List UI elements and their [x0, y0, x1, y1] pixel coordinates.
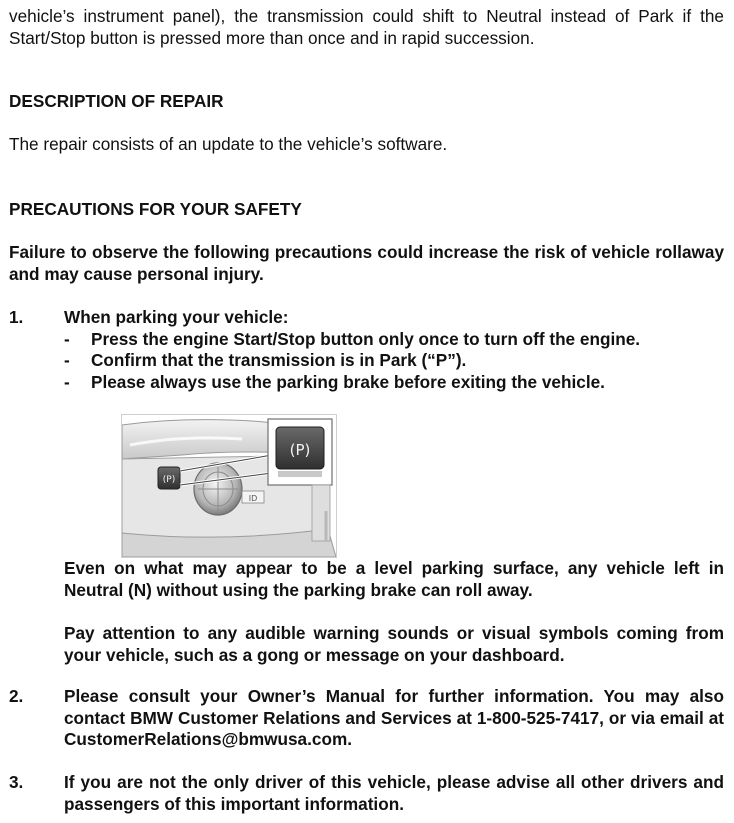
precautions-warning: Failure to observe the following precautions could increase the risk of vehicle rollaway and may cause personal injury.: [9, 242, 724, 284]
parking-brake-illustration: [122, 415, 336, 557]
bullet-list: [64, 329, 724, 394]
bullet-text: Please always use the parking brake before exiting the vehicle.: [91, 371, 605, 392]
zoomed-button-symbol: (P): [289, 441, 311, 459]
neutral-warning: Even on what may appear to be a level parking surface, any vehicle left in Neutral (N) without using the parking brake can roll away.: [64, 558, 724, 600]
panel-id-label: ID: [248, 494, 258, 503]
bullet-item: - Confirm that the transmission is in Park (“P”).: [64, 350, 467, 370]
small-button-symbol: (P): [162, 475, 176, 485]
item-number: 2.: [9, 686, 24, 706]
parking-brake-button-photo: [121, 414, 337, 558]
item-number: 1.: [9, 307, 24, 327]
bullet-text: Confirm that the transmission is in Park (“P”).: [91, 350, 467, 370]
audible-warning: Pay attention to any audible warning sounds or visual symbols coming from your vehicle, such as a gong or message on your dashboard.: [64, 623, 724, 665]
description-heading: DESCRIPTION OF REPAIR: [9, 91, 224, 111]
precaution-item-3: [9, 772, 724, 815]
item-text: If you are not the only driver of this vehicle, please advise all other drivers and passengers of this important information.: [64, 772, 724, 814]
item-lead: When parking your vehicle:: [64, 307, 289, 327]
item-text: Please consult your Owner’s Manual for further information. You may also contact BMW Customer Relations and Services at 1-800-525-7417, or via email at CustomerRelations@bmwusa.com.: [64, 686, 724, 749]
bullet-item: - Please always use the parking brake before exiting the vehicle.: [64, 371, 605, 392]
precaution-item-2: [9, 686, 724, 751]
intro-paragraph: vehicle’s instrument panel), the transmission could shift to Neutral instead of Park if the Start/Stop button is pressed more than once and in rapid succession.: [9, 6, 724, 48]
bullet-text: Press the engine Start/Stop button only once to turn off the engine.: [91, 328, 641, 349]
precaution-item-1: [9, 307, 724, 393]
precautions-heading: PRECAUTIONS FOR YOUR SAFETY: [9, 199, 302, 219]
item-number: 3.: [9, 772, 24, 792]
bullet-item: - Press the engine Start/Stop button only once to turn off the engine.: [64, 328, 641, 349]
description-text: The repair consists of an update to the vehicle’s software.: [9, 134, 448, 154]
